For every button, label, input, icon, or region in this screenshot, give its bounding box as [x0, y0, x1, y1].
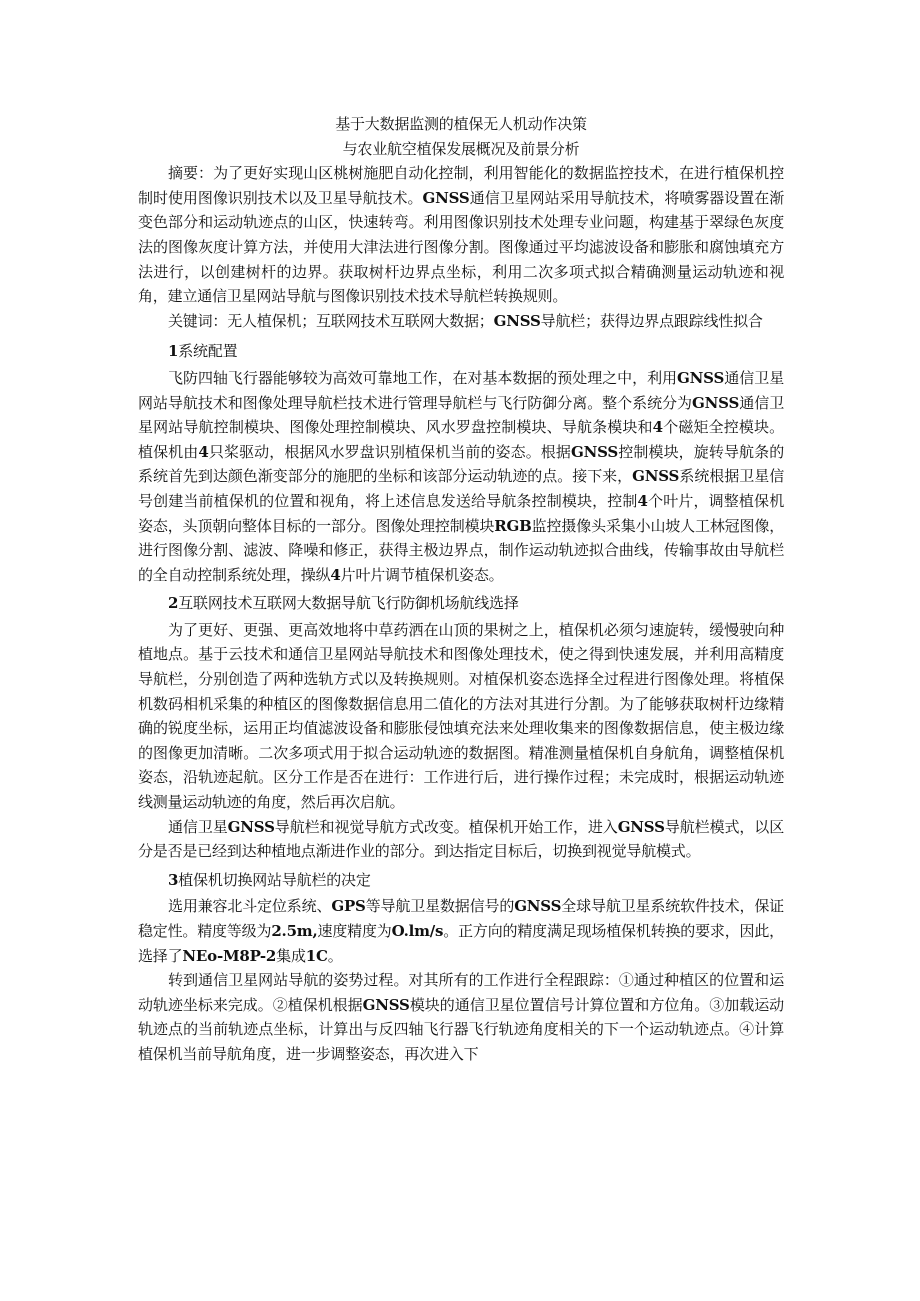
bold-run: GNSS	[677, 368, 725, 387]
document-page	[138, 112, 784, 1067]
text-run: 。正方向的精度满足现场植保机转换的要求，因此，选择了	[138, 922, 784, 965]
bold-run: 4	[330, 565, 341, 584]
text-run: 片叶片调节植保机姿态。	[340, 565, 504, 584]
section-1-number: 1	[168, 342, 179, 361]
text-run: 个磁矩全控模块。植保机由	[138, 418, 784, 461]
text-run: 控制模块，旋转导航条的系统首先到达颜色渐变部分的施肥的坐标和该部分运动轨迹的点。接下来，	[138, 442, 785, 486]
keywords-text-1: 关键词：无人植保机；互联网技术互联网大数据；	[168, 311, 494, 330]
text-run: 导航栏和视觉导航方式改变。植保机开始工作，进入	[274, 817, 618, 836]
bold-run: NEo-M8P-2	[182, 946, 277, 965]
abstract-text-1: 摘要：为了更好实现山区桃树施肥自动化控制，利用智能化的数据监控技术，在进行植保机控制时使用图像识别技术以及卫星导航技术。	[138, 164, 784, 207]
section-2-paragraph-2	[138, 815, 784, 864]
text-run: 通信卫星网站导航控制模块、图像处理控制模块、风水罗盘控制模块、导航条模块和	[138, 393, 784, 437]
text-run: 飞防四轴飞行器能够较为高效可靠地工作，在对基本数据的预处理之中，利用	[168, 368, 678, 387]
bold-run: 4	[198, 442, 209, 461]
section-2-paragraph-1: 为了更好、更强、更高效地将中草药洒在山顶的果树之上，植保机必须匀速旋转，缓慢驶向种植地点。基于云技术和通信卫星网站导航技术和图像处理技术，使之得到快速发展，并利用高精度导航栏，分别创造了两种选轨方式以及转换规则。对植保机姿态选择全过程进行图像处理。将植保机数码相机采集的种植区的图像数据信息用二值化的方法对其进行分割。为了能够获取树杆边缘精确的锐度坐标，运用正均值滤波设备和膨胀侵蚀填充法来处理收集来的图像数据信息，使主极边缘的图像更加清晰。二次多项式用于拟合运动轨迹的数据图。精准测量植保机自身航角，调整植保机姿态，沿轨迹起航。区分工作是否在进行：工作进行后，进行操作过程；未完成时，根据运动轨迹线测量运动轨迹的角度，然后再次启航。	[138, 620, 784, 812]
text-run: 转到通信卫星网站导航的姿势过程。对其所有的工作进行全程跟踪：①通过种植区的位置和运动轨迹坐标来完成。②植保机根据	[138, 971, 784, 1014]
section-2-title: 互联网技术互联网大数据导航飞行防御机场航线选择	[178, 594, 519, 613]
section-3-heading	[138, 868, 784, 893]
keywords-text-2: 导航栏；获得边界点跟踪线性拟合	[540, 311, 763, 330]
bold-run: GNSS	[514, 897, 562, 916]
section-1-paragraph-1	[138, 366, 784, 587]
bold-run: GNSS	[692, 393, 740, 412]
section-3-title: 植保机切换网站导航栏的决定	[178, 870, 371, 889]
text-run: 监控摄像头采集小山坡人工林冠图像，进行图像分割、滤波、降噪和修正，获得主极边界点，制作运动轨迹拟合曲线，传输事故由导航栏的全自动控制系统处理，操纵	[138, 516, 785, 584]
document-title-line-1: 基于大数据监测的植保无人机动作决策	[335, 115, 587, 133]
section-1-title: 系统配置	[178, 342, 238, 361]
bold-run: O.lm/s	[391, 922, 444, 940]
text-run: 速度精度为	[317, 922, 392, 940]
section-3-number: 3	[168, 870, 179, 889]
keywords-gnss: GNSS	[493, 311, 541, 330]
section-2-number: 2	[168, 594, 179, 613]
abstract-gnss: GNSS	[422, 188, 470, 207]
text-run: 只桨驱动，根据风水罗盘识别植保机当前的姿态。根据	[208, 442, 571, 461]
text-run: 个叶片，调整植保机姿态，头顶朝向整体目标的一部分。图像处理控制模块	[138, 491, 784, 535]
bold-run: GNSS	[570, 442, 619, 461]
abstract-paragraph	[138, 161, 784, 309]
bold-run: GNSS	[227, 817, 275, 836]
section-3-paragraph-1	[138, 894, 784, 968]
text-run: 等导航卫星数据信号的	[365, 897, 515, 916]
section-2-heading	[138, 591, 784, 616]
document-title-line-2: 与农业航空植保发展概况及前景分析	[342, 139, 580, 158]
text-run: 通信卫星	[168, 817, 228, 836]
text-run: 模块的通信卫星位置信号计算位置和方位角。③加载运动轨迹点的当前轨迹点坐标，计算出与反四轴飞行器飞行轨迹角度相关的下一个运动轨迹点。④计算植保机当前导航角度，进一步调整姿态，再次进入下	[138, 995, 784, 1063]
bold-run: GNSS	[617, 817, 665, 836]
text-run: 导航栏模式，以区分是否是已经到达种植地点渐进作业的部分。到达指定目标后，切换到视觉导航模式。	[138, 817, 785, 861]
section-3-paragraph-2	[138, 968, 784, 1066]
text-run: 选用兼容北斗定位系统、	[168, 897, 332, 916]
bold-run: GPS	[331, 897, 366, 916]
text-run: 全球导航卫星系统软件技术，保证稳定性。精度等级为	[138, 897, 784, 940]
abstract-text-2: 通信卫星网站采用导航技术，将喷雾器设置在渐变色部分和运动轨迹点的山区，快速转弯。利用图像识别技术处理专业问题，构建基于翠绿色灰度法的图像灰度计算方法，并使用大津法进行图像分割。图像通过平均滤波设备和膨胀和腐蚀填充方法进行，以创建树杆的边界。获取树杆边界点坐标，利用二次多项式拟合精确测量运动轨迹和视角，建立通信卫星网站导航与图像识别技术技术导航栏转换规则。	[138, 188, 784, 306]
text-run: 系统根据卫星信号创建当前植保机的位置和视角，将上述信息发送给导航条控制模块，控制	[138, 467, 784, 510]
text-run: 。	[327, 946, 343, 965]
bold-run: 4	[652, 418, 663, 437]
keywords-paragraph	[138, 309, 784, 334]
bold-run: GNSS	[362, 995, 410, 1014]
text-run: 通信卫星网站导航技术和图像处理导航栏技术进行管理导航栏与飞行防御分离。整个系统分为	[138, 368, 784, 412]
bold-run: 4	[637, 491, 648, 510]
bold-run: 2.5m,	[271, 922, 318, 940]
text-run: 集成	[276, 946, 306, 965]
bold-run: 1C	[305, 946, 328, 965]
bold-run: RGB	[494, 516, 532, 535]
bold-run: GNSS	[632, 467, 680, 486]
section-1-heading	[138, 339, 784, 364]
